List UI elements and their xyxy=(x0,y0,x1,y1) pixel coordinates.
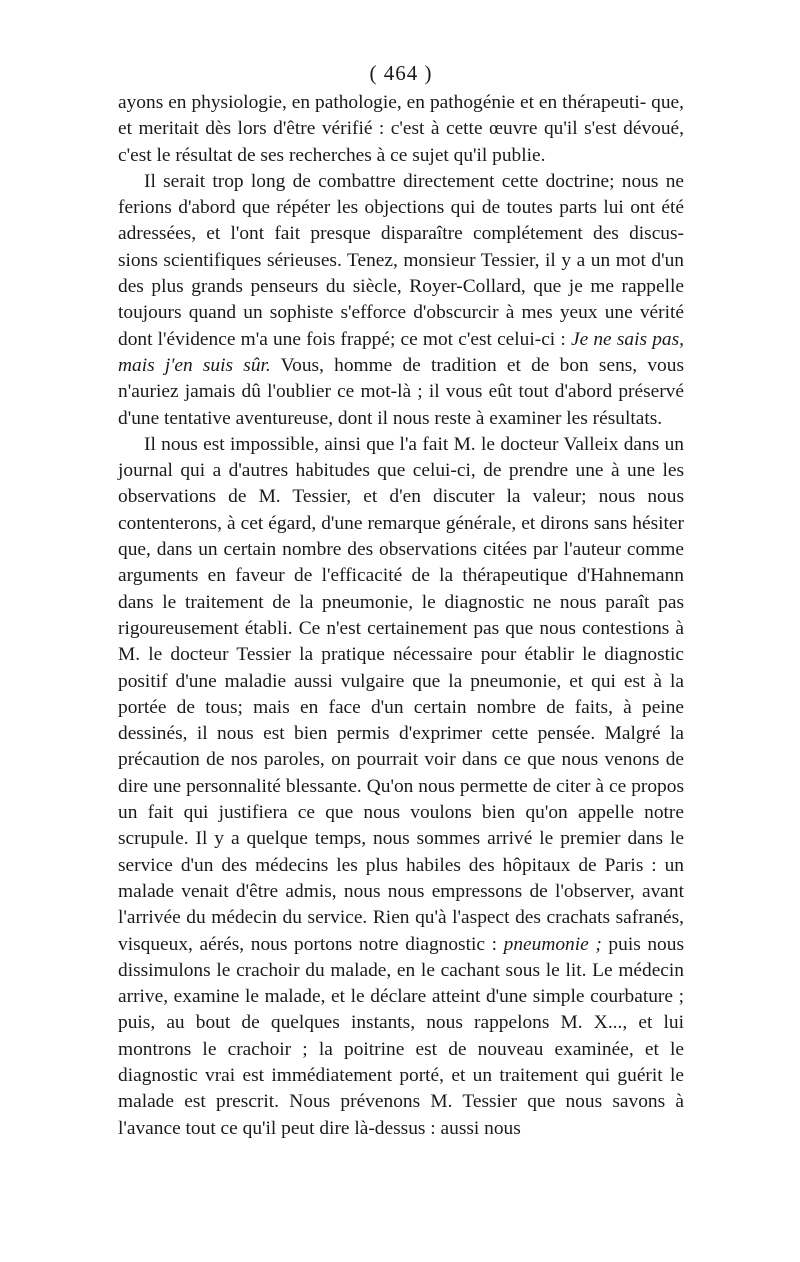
paragraph-2-line-1: Il serait trop long de combattre directement cette doctrine; nous ne xyxy=(144,170,684,192)
paragraph-2-line-2: ferions d'abord que répéter les objections qui de toutes parts lui ont xyxy=(118,197,655,219)
paragraph-1 xyxy=(118,90,684,169)
diagnosis-italic: pneumonie ; xyxy=(503,933,602,955)
paragraph-1-line-2: que, et meritait dès lors d'être vérifié : c'est à cette œuvre qu'il s'est xyxy=(118,92,684,140)
paragraph-2-line-6: toujours quand un sophiste s'efforce d'obscurcir à mes yeux une vérité xyxy=(118,302,684,324)
paragraph-1-line-1: ayons en physiologie, en pathologie, en pathogénie et en thérapeuti- xyxy=(118,92,647,113)
paragraph-3 xyxy=(118,432,684,1142)
paragraph-2-line-5: des plus grands penseurs du siècle, Royer-Collard, que je me rappelle xyxy=(118,276,684,298)
paragraph-2-line-3: été adressées, et l'ont fait presque disparaître complétement des discus- xyxy=(118,197,684,245)
page-number: ( 464 ) xyxy=(369,61,433,85)
book-page xyxy=(118,58,684,1142)
paragraph-3-rest: puis nous dissimulons le crachoir du malade, en le cachant sous le lit. Le médecin arrive, examine le malade, et le déclare atteint d'une simple courbature ; puis, au bout de quelques instants, nous rappelons M. X..., et lui montrons le crachoir ; la poitrine est de nouveau examinée, et le diagnostic vrai est immédiatement porté, et un traitement qui guérit le malade est prescrit. Nous prévenons M. Tessier que nous savons à l'avance tout ce qu'il peut dire là-dessus : aussi nous xyxy=(118,933,684,1139)
paragraph-1-line-3: dévoué, c'est le résultat de ses recherches à ce sujet qu'il publie. xyxy=(118,118,684,166)
paragraph-2-line-4: sions scientifiques sérieuses. Tenez, monsieur Tessier, il y a un mot d'un xyxy=(118,249,684,271)
quotation-italic: Je ne sais pas, mais j'en suis sûr. xyxy=(118,328,684,376)
paragraph-2-line-7: dont l'évidence m'a une fois frappé; ce mot c'est celui-ci : xyxy=(118,328,566,350)
paragraph-3-body: Il nous est impossible, ainsi que l'a fait M. le docteur Valleix dans un journal qui a d'autres habitudes que celui-ci, de prendre une à une les observations de M. Tessier, et d'en discuter la valeur; nous nous contenterons, à cet égard, d'une remarque générale, et dirons sans hésiter que, dans un certain nombre des observations citées par l'auteur comme arguments en faveur de l'efficacité de la thérapeutique d'Hahnemann dans le traitement de la pneumonie, le diagnostic ne nous paraît pas rigoureusement établi. Ce n'est certainement pas que nous contestions à M. le docteur Tessier la pratique nécessaire pour établir le diagnostic positif d'une maladie aussi vulgaire que la pneumonie, et qui est à la portée de tous; mais en face d'un certain nombre de faits, à peine dessinés, il nous est bien permis d'exprimer cette pensée. Malgré la précaution de nos paroles, on pourrait voir dans ce que nous venons de dire une personnalité blessante. Qu'on nous permette de citer à ce propos un fait qui justifiera ce que nous voulons bien qu'on appelle notre scrupule. Il y a quelque temps, nous sommes arrivé le premier dans le service d'un des médecins les plus habiles des hôpitaux de Paris : un malade venait d'être admis, nous nous empressons de l'observer, avant l'arrivée du médecin du service. Rien qu'à l'aspect des crachats safranés, visqueux, aérés, nous portons notre diagnostic : xyxy=(118,433,684,955)
paragraph-2-rest: Vous, homme de tradition et de bon sens, vous n'auriez jamais dû l'oublier ce mot-là ; il vous eût tout d'abord préservé d'une tentative aventureuse, dont il nous reste à examiner les résultats. xyxy=(118,354,684,429)
paragraph-2 xyxy=(118,169,684,432)
